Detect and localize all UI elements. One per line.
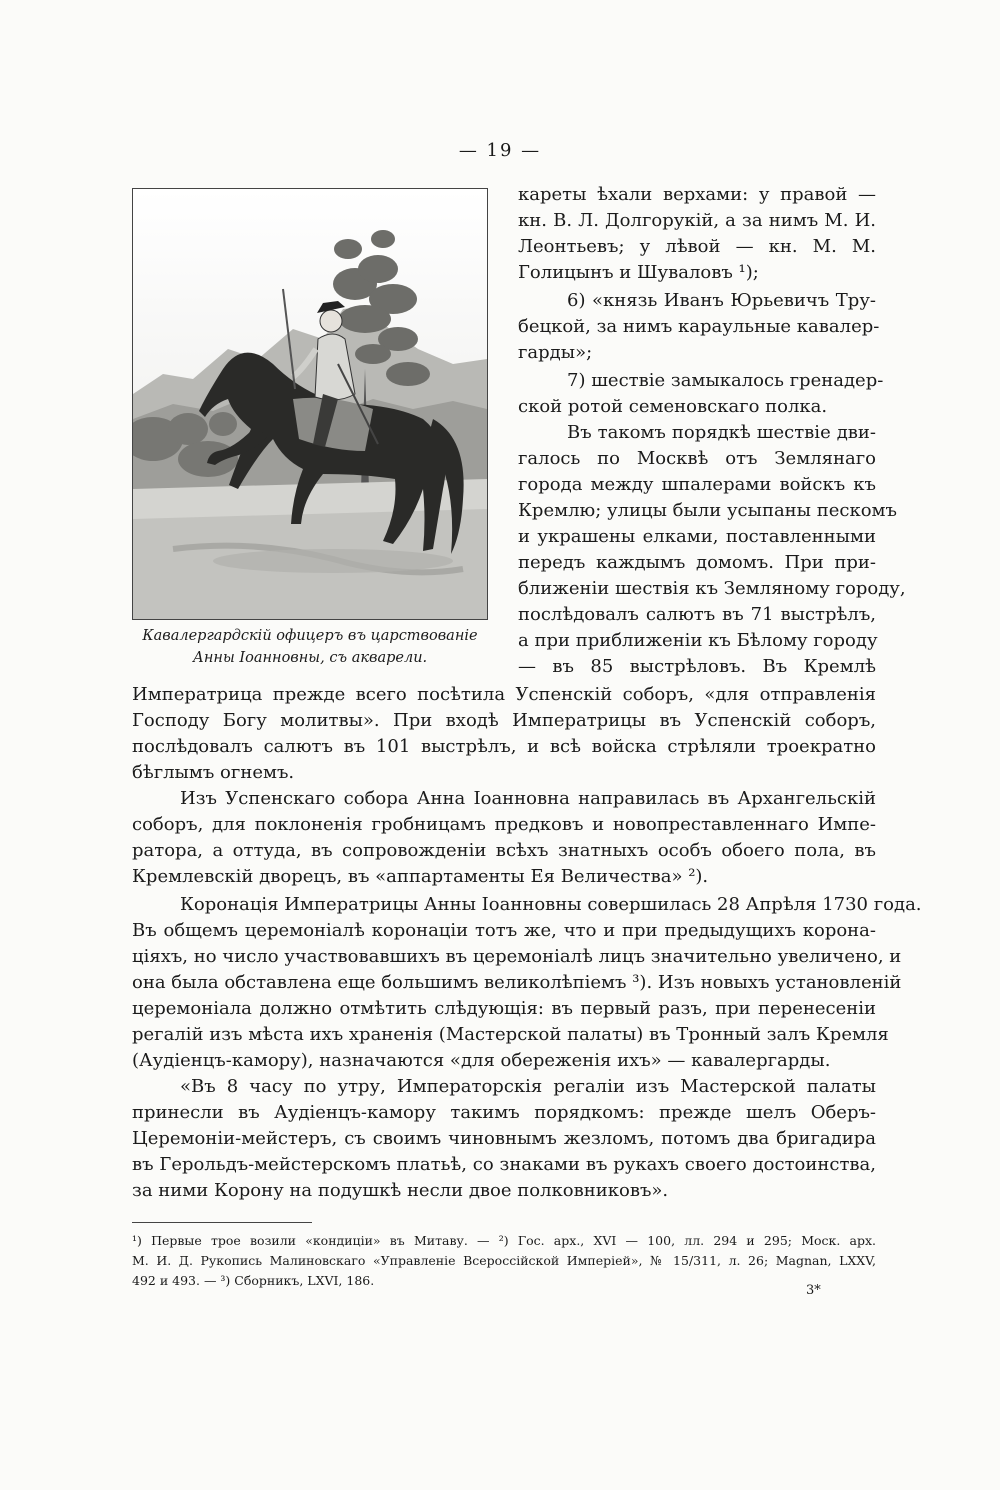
text-line: «Въ 8 часу по утру, Императорскія регаліи изъ Мастерской палаты (180, 1076, 876, 1097)
text-line: Голицынъ и Шуваловъ ¹); (518, 262, 759, 283)
text-line: въ Герольдъ-мейстерскомъ платьѣ, со знаками въ рукахъ своего достоинства, (132, 1154, 876, 1175)
text-line: Въ общемъ церемоніалѣ коронаціи тотъ же, что и при предыдущихъ корона- (132, 920, 876, 941)
text-line: ской ротой семеновскаго полка. (518, 396, 828, 417)
text-line: бецкой, за нимъ караульные кавалер- (518, 316, 880, 337)
text-line: регалій изъ мѣста ихъ храненія (Мастерской палаты) въ Тронный залъ Кремля (132, 1024, 889, 1045)
text-line: ближеніи шествія къ Земляному городу, (518, 578, 906, 599)
text-line: города между шпалерами войскъ къ (518, 474, 876, 495)
text-line: за ними Корону на подушкѣ несли двое полковниковъ». (132, 1180, 669, 1201)
text-line: Въ такомъ порядкѣ шествіе дви- (567, 422, 876, 443)
text-line: передъ каждымъ домомъ. При при- (518, 552, 876, 573)
text-line: 7) шествіе замыкалось гренадер- (567, 370, 884, 391)
text-line: послѣдовалъ салютъ въ 101 выстрѣлъ, и всѣ войска стрѣляли троекратно (132, 736, 876, 757)
footnote-line: 492 и 493. — ³) Сборникъ, LXVI, 186. (132, 1273, 375, 1288)
text-line: (Аудіенцъ-камору), назначаются «для обереженія ихъ» — кавалергарды. (132, 1050, 831, 1071)
text-line: Изъ Успенскаго собора Анна Іоанновна направилась въ Архангельскій (180, 788, 876, 809)
text-line: Церемоніи-мейстеръ, съ своимъ чиновнымъ жезломъ, потомъ два бригадира (132, 1128, 876, 1149)
text-line: ціяхъ, но число участвовавшихъ въ церемоніалѣ лицъ значительно увеличено, и (132, 946, 902, 967)
illustration-caption (132, 625, 488, 669)
text-line: послѣдовалъ салютъ въ 71 выстрѣлъ, (518, 604, 876, 625)
text-line: она была обставлена еще большимъ великолѣпіемъ ³). Изъ новыхъ установленій (132, 972, 902, 993)
text-line: Господу Богу молитвы». При входѣ Императрицы въ Успенскій соборъ, (132, 710, 876, 731)
text-line: церемоніала должно отмѣтить слѣдующія: въ первый разъ, при перенесеніи (132, 998, 876, 1019)
page-number: — 19 — (458, 140, 542, 161)
text-line: галось по Москвѣ отъ Землянаго (518, 448, 876, 469)
text-line: Коронація Императрицы Анны Іоанновны совершилась 28 Апрѣля 1730 года. (180, 894, 922, 915)
cavalry-officer-illustration (133, 189, 487, 619)
text-line: принесли въ Аудіенцъ-камору такимъ порядкомъ: прежде шелъ Оберъ- (132, 1102, 876, 1123)
text-line: гарды»; (518, 342, 593, 363)
footnote-line: ¹) Первые трое возили «кондиціи» въ Митаву. — ²) Гос. арх., XVI — 100, лл. 294 и 295; Моск. арх. (132, 1233, 876, 1248)
signature-mark: 3* (806, 1283, 821, 1298)
text-line: и украшены елками, поставленными (518, 526, 876, 547)
text-line: Леонтьевъ; у лѣвой — кн. М. М. (518, 236, 876, 257)
footnote-line: М. И. Д. Рукопись Малиновскаго «Управленіе Всероссійской Имперіей», № 15/311, л. 26; Magnan, LXXV, (132, 1253, 876, 1268)
text-line: — въ 85 выстрѣловъ. Въ Кремлѣ (518, 656, 876, 677)
caption-line: Анны Іоанновны, съ акварели. (192, 650, 428, 666)
text-line: Императрица прежде всего посѣтила Успенскій соборъ, «для отправленія (132, 684, 876, 705)
illustration-plate (132, 188, 488, 620)
text-line: бѣглымъ огнемъ. (132, 762, 295, 783)
text-line: ратора, а оттуда, въ сопровожденіи всѣхъ знатныхъ особъ обоего пола, въ (132, 840, 876, 861)
text-line: 6) «князь Иванъ Юрьевичъ Тру- (567, 290, 876, 311)
text-line: кн. В. Л. Долгорукій, а за нимъ М. И. (518, 210, 876, 231)
text-line: Кремлевскій дворецъ, въ «аппартаменты Ея Величества» ²). (132, 866, 709, 887)
text-line: кареты ѣхали верхами: у правой — (518, 184, 876, 205)
footnote-divider (132, 1222, 312, 1223)
caption-line: Кавалергардскій офицеръ въ царствованіе (142, 628, 478, 644)
text-line: а при приближеніи къ Бѣлому городу (518, 630, 878, 651)
text-line: соборъ, для поклоненія гробницамъ предковъ и новопреставленнаго Импе- (132, 814, 876, 835)
text-line: Кремлю; улицы были усыпаны пескомъ (518, 500, 898, 521)
